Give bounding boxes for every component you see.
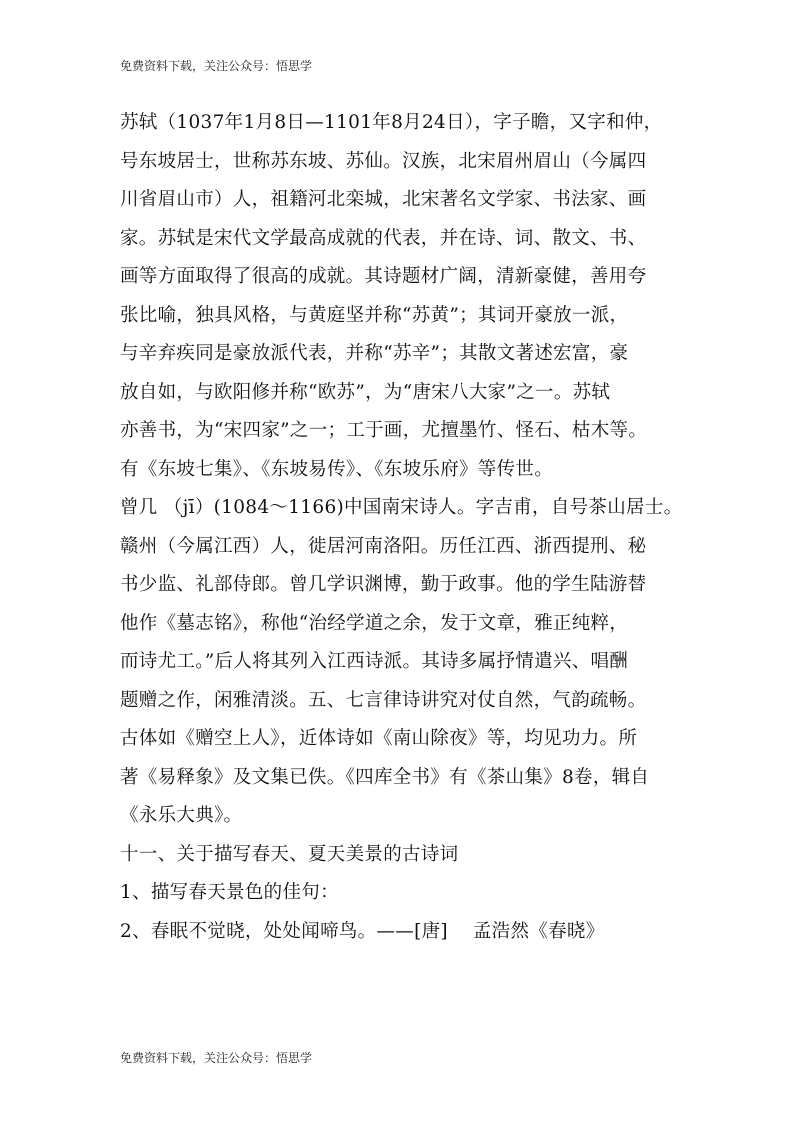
text-line: 画等方面取得了很高的成就。其诗题材广阔，清新豪健，善用夸 [120, 266, 647, 287]
section-heading: 十一、关于描写春天、夏天美景的古诗词 [120, 843, 459, 865]
text-line: 他作《墓志铭》，称他“治经学道之余，发于文章，雅正纯粹， [120, 612, 629, 634]
text-line: 赣州（今属江西）人，徙居河南洛阳。历任江西、浙西提刑、秘 [120, 535, 647, 557]
text-line: 曾几 （jī）(1084～1166)中国南宋诗人。字吉甫，自号茶山居士。 [120, 497, 683, 518]
text-line: 著《易释象》及文集已佚。《四库全书》有《茶山集》8卷，辑自 [120, 766, 650, 788]
text-line: 与辛弃疾同是豪放派代表，并称“苏辛”；其散文著述宏富，豪 [120, 343, 629, 364]
text-line: 家。苏轼是宋代文学最高成就的代表，并在诗、词、散文、书、 [120, 227, 647, 249]
text-line: 川省眉山市）人，祖籍河北栾城，北宋著名文学家、书法家、画 [120, 189, 647, 210]
text-line: 书少监、礼部侍郎。曾几学识渊博，勤于政事。他的学生陆游替 [120, 574, 647, 595]
page-header: 免费资料下载，关注公众号：悟思学 [120, 59, 313, 73]
text-line: 有《东坡七集》、《东坡易传》、《东坡乐府》等传世。 [120, 458, 554, 480]
text-line: 题赠之作，闲雅清淡。五、七言律诗讲究对仗自然，气韵疏畅。 [120, 689, 647, 711]
text-line: 而诗尤工。”后人将其列入江西诗派。其诗多属抒情遣兴、唱酬 [120, 651, 629, 672]
text-line: 亦善书，为“宋四家”之一；工于画，尤擅墨竹、怪石、枯木等。 [120, 420, 648, 441]
text-line: 号东坡居士，世称苏东坡、苏仙。汉族，北宋眉州眉山（今属四 [120, 150, 647, 172]
text-line: 放自如，与欧阳修并称“欧苏”，为“唐宋八大家”之一。苏轼 [120, 381, 611, 403]
text-line: 古体如《赠空上人》，近体诗如《南山除夜》等，均见功力。所 [120, 728, 638, 749]
body-text [120, 104, 720, 951]
text-line: 苏轼（1037年1月8日—1101年8月24日），字子瞻，又字和仲， [120, 112, 663, 133]
text-line: 《永乐大典》。 [120, 805, 243, 826]
page-footer: 免费资料下载，关注公众号：悟思学 [120, 1051, 313, 1065]
text-line: 2、春眠不觉晓，处处闻啼鸟。——[唐] 孟浩然《春晓》 [120, 920, 605, 942]
text-line: 张比喻，独具风格，与黄庭坚并称“苏黄”；其词开豪放一派， [120, 304, 629, 326]
text-line: 1、描写春天景色的佳句： [120, 882, 339, 903]
